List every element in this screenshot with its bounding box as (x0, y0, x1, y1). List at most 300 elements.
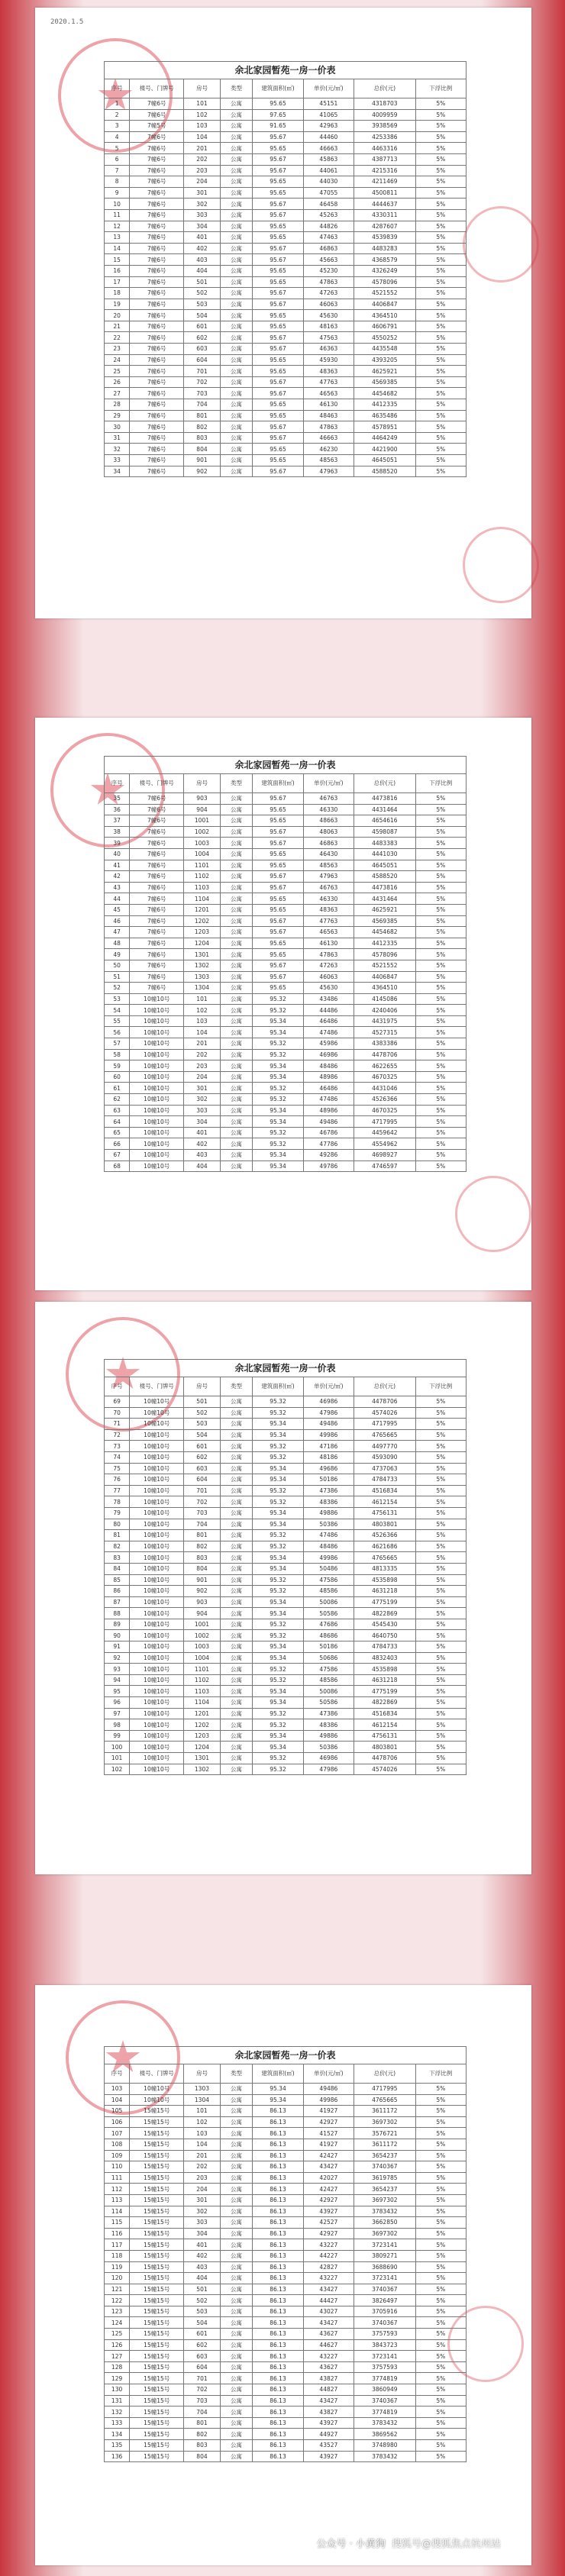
table-cell: 15幢15号 (130, 2184, 184, 2195)
table-cell: 95.34 (253, 1519, 303, 1530)
table-cell: 502 (184, 288, 220, 299)
table-cell: 602 (184, 1451, 220, 1463)
table-cell: 4431464 (354, 893, 416, 905)
table-cell: 45630 (303, 983, 354, 994)
table-cell: 94 (105, 1674, 130, 1686)
table-cell: 86.13 (253, 2384, 303, 2396)
table-cell: 公寓 (220, 243, 253, 254)
column-header: 房号 (184, 1377, 220, 1396)
table-cell: 公寓 (220, 893, 253, 905)
table-cell: 50586 (303, 1697, 354, 1709)
column-header: 下浮比例 (415, 1377, 466, 1396)
table-cell: 1003 (184, 838, 220, 849)
table-cell: 95.34 (253, 1552, 303, 1564)
table-cell: 1302 (184, 960, 220, 971)
table-cell: 96 (105, 1697, 130, 1709)
table-cell: 1104 (184, 1697, 220, 1709)
table-cell: 4698927 (354, 1150, 416, 1161)
table-cell: 公寓 (220, 1619, 253, 1630)
table-cell: 10幢10号 (130, 1563, 184, 1574)
table-row (105, 1160, 467, 1172)
table-cell: 103 (184, 2128, 220, 2139)
table-row (105, 2239, 467, 2251)
table-cell: 43027 (303, 2306, 354, 2317)
table-cell: 44486 (303, 1005, 354, 1016)
table-cell: 公寓 (220, 1608, 253, 1619)
table-cell: 86.13 (253, 2116, 303, 2128)
table-cell: 4625921 (354, 366, 416, 377)
table-cell: 15幢15号 (130, 2228, 184, 2239)
table-row (105, 1094, 467, 1106)
table-cell: 404 (184, 265, 220, 276)
table-cell: 69 (105, 1396, 130, 1408)
column-header: 房号 (184, 2064, 220, 2084)
table-cell: 4635486 (354, 410, 416, 421)
table-cell: 公寓 (220, 2429, 253, 2440)
table-cell: 75 (105, 1463, 130, 1474)
table-row (105, 915, 467, 927)
table-cell: 86.13 (253, 2261, 303, 2273)
table-cell: 42927 (303, 2116, 354, 2128)
table-cell: 95.34 (253, 1027, 303, 1038)
table-cell: 40 (105, 848, 130, 860)
table-cell: 86.13 (253, 2139, 303, 2150)
table-cell: 95.65 (253, 815, 303, 827)
table-cell: 48986 (303, 1105, 354, 1116)
table-row (105, 2206, 467, 2217)
table-cell: 48486 (303, 1060, 354, 1072)
table-cell: 57 (105, 1038, 130, 1050)
table-cell: 46786 (303, 1127, 354, 1138)
table-cell: 1303 (184, 2084, 220, 2095)
table-cell: 7幢6号 (130, 915, 184, 927)
table-cell: 3705916 (354, 2306, 416, 2317)
table-cell: 1202 (184, 1719, 220, 1731)
table-cell: 公寓 (220, 1730, 253, 1742)
table-cell: 10幢10号 (130, 1730, 184, 1742)
table-cell: 公寓 (220, 1708, 253, 1719)
table-cell: 80 (105, 1519, 130, 1530)
table-cell: 49886 (303, 1507, 354, 1519)
table-cell: 公寓 (220, 2084, 253, 2095)
table-cell: 403 (184, 1150, 220, 1161)
table-cell: 5% (415, 2295, 466, 2306)
table-row (105, 1619, 467, 1630)
table-cell: 46663 (303, 143, 354, 154)
table-cell: 3688690 (354, 2261, 416, 2273)
table-cell: 10幢10号 (130, 1474, 184, 1486)
table-cell: 503 (184, 2306, 220, 2317)
table-cell: 95.67 (253, 838, 303, 849)
table-cell: 4368579 (354, 254, 416, 266)
table-cell: 117 (105, 2239, 130, 2251)
table-cell: 53 (105, 993, 130, 1005)
table-cell: 5% (415, 310, 466, 321)
table-cell: 5% (415, 165, 466, 176)
table-row (105, 1664, 467, 1675)
table-cell: 83 (105, 1552, 130, 1564)
table-cell: 72 (105, 1429, 130, 1441)
table-cell: 501 (184, 1396, 220, 1408)
table-cell: 5% (415, 871, 466, 883)
table-cell: 86.13 (253, 2106, 303, 2117)
table-row (105, 1049, 467, 1060)
table-cell: 12 (105, 221, 130, 232)
table-cell: 95.67 (253, 960, 303, 971)
table-row (105, 1474, 467, 1486)
column-header: 下浮比例 (415, 79, 466, 98)
table-cell: 公寓 (220, 332, 253, 344)
table-row (105, 1742, 467, 1753)
table-cell: 3783432 (354, 2451, 416, 2462)
table-cell: 5% (415, 98, 466, 110)
table-cell: 10幢10号 (130, 1005, 184, 1016)
table-cell: 5% (415, 2250, 466, 2261)
table-cell: 4521552 (354, 960, 416, 971)
table-cell: 1304 (184, 2094, 220, 2106)
table-cell: 5% (415, 2384, 466, 2396)
table-cell: 95.34 (253, 1105, 303, 1116)
table-cell: 4326249 (354, 265, 416, 276)
table-cell: 公寓 (220, 1541, 253, 1552)
table-cell: 公寓 (220, 1451, 253, 1463)
table-cell: 15幢15号 (130, 2361, 184, 2373)
table-cell: 48463 (303, 410, 354, 421)
table-cell: 86.13 (253, 2194, 303, 2206)
table-row (105, 199, 467, 210)
table-cell: 5% (415, 1619, 466, 1630)
table-row (105, 2150, 467, 2161)
table-cell: 703 (184, 388, 220, 399)
table-cell: 43427 (303, 2317, 354, 2329)
table-cell: 804 (184, 2451, 220, 2462)
column-header: 楼号、门牌号 (130, 774, 184, 793)
table-cell: 4813335 (354, 1563, 416, 1574)
table-cell: 5% (415, 938, 466, 949)
table-cell: 45630 (303, 310, 354, 321)
table-row (105, 2284, 467, 2295)
table-cell: 4717995 (354, 1116, 416, 1128)
table-cell: 95.67 (253, 153, 303, 165)
table-cell: 公寓 (220, 109, 253, 121)
table-cell: 702 (184, 2384, 220, 2396)
table-cell: 4822869 (354, 1697, 416, 1709)
table-cell: 公寓 (220, 2172, 253, 2184)
table-cell: 46986 (303, 1049, 354, 1060)
column-header: 建筑面积(㎡) (253, 774, 303, 793)
table-cell: 103 (184, 1015, 220, 1027)
table-cell: 公寓 (220, 399, 253, 411)
table-cell: 86.13 (253, 2206, 303, 2217)
table-cell: 3783432 (354, 2417, 416, 2429)
table-cell: 50086 (303, 1596, 354, 1608)
table-cell: 10幢10号 (130, 2084, 184, 2095)
table-cell: 801 (184, 2417, 220, 2429)
table-cell: 5% (415, 1730, 466, 1742)
table-cell: 公寓 (220, 121, 253, 132)
table-cell: 129 (105, 2373, 130, 2384)
table-cell: 公寓 (220, 2407, 253, 2418)
table-cell: 5% (415, 2351, 466, 2362)
table-cell: 47486 (303, 1530, 354, 1541)
table-row (105, 804, 467, 815)
table-cell: 公寓 (220, 1485, 253, 1496)
table-cell: 56 (105, 1027, 130, 1038)
table-cell: 5% (415, 143, 466, 154)
table-cell: 128 (105, 2361, 130, 2373)
table-cell: 5% (415, 243, 466, 254)
table-cell: 5% (415, 187, 466, 199)
table-cell: 71 (105, 1419, 130, 1430)
table-cell: 74 (105, 1451, 130, 1463)
table-cell: 47263 (303, 288, 354, 299)
table-cell: 4803801 (354, 1742, 416, 1753)
table-cell: 1203 (184, 1730, 220, 1742)
table-cell: 5% (415, 153, 466, 165)
table-row (105, 1530, 467, 1541)
table-cell: 45 (105, 904, 130, 915)
table-cell: 4784733 (354, 1474, 416, 1486)
table-cell: 7幢6号 (130, 232, 184, 244)
table-cell: 49786 (303, 1160, 354, 1172)
table-cell: 45663 (303, 254, 354, 266)
table-cell: 10幢10号 (130, 1630, 184, 1641)
table-cell: 7幢6号 (130, 455, 184, 466)
table-cell: 46663 (303, 432, 354, 444)
table-cell: 301 (184, 1083, 220, 1094)
table-cell: 86.13 (253, 2184, 303, 2195)
table-cell: 3723141 (354, 2351, 416, 2362)
table-cell: 1202 (184, 915, 220, 927)
table-cell: 4527315 (354, 1027, 416, 1038)
table-row (105, 826, 467, 838)
table-cell: 302 (184, 1094, 220, 1106)
table-cell: 3654237 (354, 2184, 416, 2195)
table-cell: 95.34 (253, 1419, 303, 1430)
table-cell: 61 (105, 1083, 130, 1094)
table-cell: 公寓 (220, 2384, 253, 2396)
table-cell: 公寓 (220, 1049, 253, 1060)
table-cell: 95.67 (253, 915, 303, 927)
table-row (105, 793, 467, 805)
table-cell: 5% (415, 254, 466, 266)
table-cell: 10幢10号 (130, 1552, 184, 1564)
table-cell: 95.32 (253, 1485, 303, 1496)
table-cell: 公寓 (220, 1127, 253, 1138)
table-cell: 43627 (303, 2361, 354, 2373)
table-cell: 95.65 (253, 187, 303, 199)
table-cell: 102 (184, 1005, 220, 1016)
table-cell: 95.65 (253, 232, 303, 244)
table-cell: 4383386 (354, 1038, 416, 1050)
table-cell: 95.34 (253, 1507, 303, 1519)
table-cell: 5% (415, 1630, 466, 1641)
table-cell: 7幢6号 (130, 983, 184, 994)
table-cell: 公寓 (220, 2161, 253, 2173)
table-header-row (105, 774, 467, 793)
table-cell: 46 (105, 915, 130, 927)
table-cell: 95.67 (253, 131, 303, 143)
table-cell: 903 (184, 793, 220, 805)
column-header: 建筑面积(㎡) (253, 79, 303, 98)
table-cell: 公寓 (220, 2094, 253, 2106)
table-cell: 15幢15号 (130, 2206, 184, 2217)
table-row (105, 1071, 467, 1083)
table-cell: 公寓 (220, 1563, 253, 1574)
table-cell: 95.34 (253, 1116, 303, 1128)
table-cell: 95.67 (253, 199, 303, 210)
table-cell: 公寓 (220, 2261, 253, 2273)
table-cell: 5% (415, 793, 466, 805)
table-cell: 106 (105, 2116, 130, 2128)
table-row (105, 971, 467, 983)
table-cell: 5% (415, 2239, 466, 2251)
table-cell: 86.13 (253, 2128, 303, 2139)
table-cell: 7幢6号 (130, 804, 184, 815)
table-cell: 公寓 (220, 983, 253, 994)
table-cell: 27 (105, 388, 130, 399)
table-cell: 5% (415, 815, 466, 827)
table-cell: 公寓 (220, 1407, 253, 1419)
table-cell: 7幢6号 (130, 949, 184, 960)
column-header: 总价(元) (354, 79, 416, 98)
table-cell: 95.65 (253, 399, 303, 411)
table-cell: 902 (184, 466, 220, 477)
table-row (105, 2361, 467, 2373)
table-cell: 95.32 (253, 1496, 303, 1508)
table-cell: 5% (415, 1005, 466, 1016)
table-cell: 5% (415, 1138, 466, 1150)
table-cell: 48063 (303, 826, 354, 838)
column-header: 类型 (220, 79, 253, 98)
table-cell: 3740367 (354, 2317, 416, 2329)
table-cell: 95.65 (253, 221, 303, 232)
table-cell: 10幢10号 (130, 1094, 184, 1106)
table-row (105, 1708, 467, 1719)
table-cell: 47963 (303, 466, 354, 477)
table-cell: 701 (184, 2373, 220, 2384)
table-cell: 4412335 (354, 938, 416, 949)
table-cell: 95.65 (253, 804, 303, 815)
table-cell: 304 (184, 221, 220, 232)
table-cell: 7幢6号 (130, 927, 184, 938)
table-cell: 121 (105, 2284, 130, 2295)
table-row (105, 1630, 467, 1641)
table-cell: 7幢6号 (130, 366, 184, 377)
column-header: 楼号、门牌号 (130, 2064, 184, 2084)
table-cell: 802 (184, 1541, 220, 1552)
table-cell: 5% (415, 848, 466, 860)
table-row (105, 2172, 467, 2184)
table-cell: 5% (415, 1441, 466, 1452)
price-table (104, 2064, 467, 2462)
table-cell: 公寓 (220, 276, 253, 288)
table-cell: 5% (415, 1071, 466, 1083)
table-cell: 4535898 (354, 1664, 416, 1675)
table-cell: 15幢15号 (130, 2329, 184, 2340)
table-cell: 10幢10号 (130, 1429, 184, 1441)
table-row (105, 2084, 467, 2095)
table-cell: 37 (105, 815, 130, 827)
column-header: 总价(元) (354, 1377, 416, 1396)
table-cell: 95 (105, 1686, 130, 1697)
table-cell: 公寓 (220, 1596, 253, 1608)
table-cell: 95.34 (253, 1060, 303, 1072)
table-cell: 1001 (184, 1619, 220, 1630)
table-cell: 10幢10号 (130, 1507, 184, 1519)
table-cell: 4431464 (354, 804, 416, 815)
table-header-row (105, 2064, 467, 2084)
table-cell: 602 (184, 332, 220, 344)
table-cell: 5% (415, 121, 466, 132)
table-cell: 701 (184, 1485, 220, 1496)
sheet-title: 余北家园暂苑一房一价表 (104, 2046, 467, 2064)
table-cell: 109 (105, 2150, 130, 2161)
table-cell: 204 (184, 176, 220, 188)
table-cell: 3869562 (354, 2429, 416, 2440)
table-cell: 3748980 (354, 2440, 416, 2452)
table-cell: 公寓 (220, 376, 253, 388)
table-cell: 4454682 (354, 388, 416, 399)
table-cell: 49 (105, 949, 130, 960)
table-cell: 7幢6号 (130, 860, 184, 871)
table-cell: 10幢10号 (130, 1116, 184, 1128)
table-cell: 43827 (303, 2407, 354, 2418)
table-row (105, 1574, 467, 1586)
table-cell: 5% (415, 1049, 466, 1060)
table-cell: 15幢15号 (130, 2440, 184, 2452)
table-cell: 5% (415, 1563, 466, 1574)
table-row (105, 2184, 467, 2195)
table-cell: 303 (184, 209, 220, 221)
table-cell: 801 (184, 1530, 220, 1541)
table-cell: 10幢10号 (130, 1574, 184, 1586)
table-cell: 15幢15号 (130, 2451, 184, 2462)
table-cell: 401 (184, 1127, 220, 1138)
table-cell: 15幢15号 (130, 2373, 184, 2384)
table-cell: 49486 (303, 1116, 354, 1128)
table-cell: 102 (184, 109, 220, 121)
table-cell: 95.32 (253, 1441, 303, 1452)
table-row (105, 1674, 467, 1686)
table-cell: 48163 (303, 321, 354, 332)
table-cell: 47986 (303, 1764, 354, 1775)
table-cell: 公寓 (220, 904, 253, 915)
table-cell: 46863 (303, 243, 354, 254)
table-row (105, 254, 467, 266)
table-cell: 44827 (303, 2384, 354, 2396)
table-cell: 5% (415, 2106, 466, 2117)
table-cell: 公寓 (220, 2150, 253, 2161)
table-cell: 701 (184, 366, 220, 377)
table-cell: 公寓 (220, 804, 253, 815)
table-cell: 7幢6号 (130, 321, 184, 332)
table-cell: 95.65 (253, 354, 303, 366)
table-cell: 95.32 (253, 1630, 303, 1641)
table-cell: 4631218 (354, 1674, 416, 1686)
table-cell: 47386 (303, 1485, 354, 1496)
table-cell: 51 (105, 971, 130, 983)
table-cell: 44227 (303, 2250, 354, 2261)
table-cell: 5% (415, 1764, 466, 1775)
table-cell: 31 (105, 432, 130, 444)
table-cell: 95.34 (253, 1429, 303, 1441)
table-cell: 公寓 (220, 1005, 253, 1016)
table-cell: 7幢6号 (130, 288, 184, 299)
table-cell: 302 (184, 199, 220, 210)
table-cell: 公寓 (220, 1150, 253, 1161)
table-row (105, 904, 467, 915)
